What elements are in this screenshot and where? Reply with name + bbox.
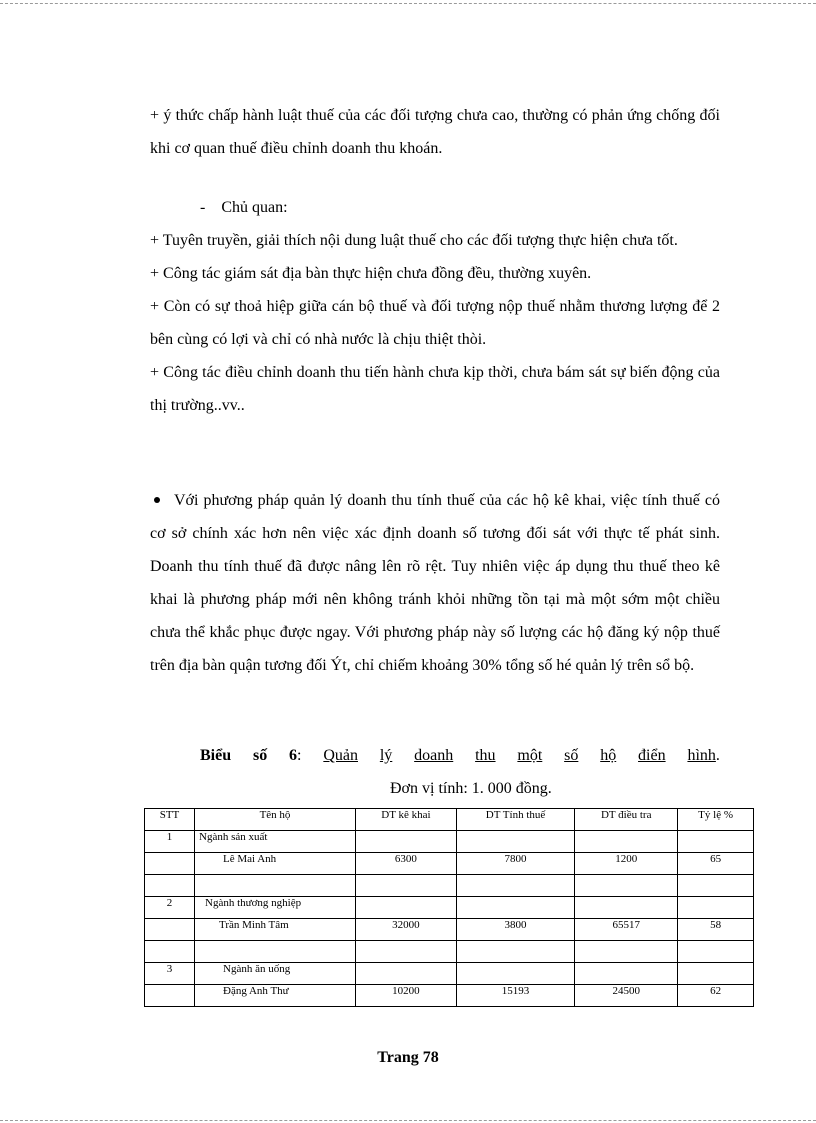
caption-word: hộ <box>600 747 617 764</box>
cell-value: 58 <box>678 919 754 941</box>
table-caption <box>200 744 720 768</box>
cell-value: 65 <box>678 853 754 875</box>
cell-value <box>356 963 457 985</box>
header-dt-dieu-tra: DT điều tra <box>575 809 678 831</box>
cell-stt <box>145 919 195 941</box>
cell-stt: 3 <box>145 963 195 985</box>
table-row <box>145 875 754 897</box>
table-row <box>145 919 754 941</box>
caption-number: 6: <box>289 747 302 764</box>
cell-value: 1200 <box>575 853 678 875</box>
caption-word: Biểu <box>200 747 232 764</box>
header-ty-le: Tỷ lệ % <box>678 809 754 831</box>
intro-paragraph: + ý thức chấp hành luật thuế của các đối tượng chưa cao, thường có phản ứng chống đối khi cơ quan thuế điều chỉnh doanh thu khoán. <box>150 107 720 157</box>
cell-value: 65517 <box>575 919 678 941</box>
cell-stt: 2 <box>145 897 195 919</box>
cell-value: 32000 <box>356 919 457 941</box>
table-header-row <box>145 809 754 831</box>
cell-value <box>575 941 678 963</box>
subjective-reasons-list <box>150 224 720 422</box>
subheading-chu-quan: - Chủ quan: <box>200 199 288 216</box>
cell-value: 3800 <box>456 919 574 941</box>
list-item: + Còn có sự thoả hiệp giữa cán bộ thuế và đối tượng nộp thuế nhằm thương lượng để 2 bên cùng có lợi và chỉ có nhà nước là chịu thiệt thòi. <box>150 298 720 348</box>
cell-stt <box>145 941 195 963</box>
list-item: + Tuyên truyền, giải thích nội dung luật thuế cho các đối tượng thực hiện chưa tốt. <box>150 232 678 249</box>
caption-word: điển <box>638 747 666 764</box>
cell-stt <box>145 853 195 875</box>
cell-value: 15193 <box>456 985 574 1007</box>
bullet-paragraph <box>150 484 720 682</box>
cell-value <box>456 897 574 919</box>
revenue-table <box>144 808 754 1007</box>
cell-value <box>575 831 678 853</box>
cell-name <box>195 941 356 963</box>
caption-word: số <box>564 747 579 764</box>
header-ten-ho: Tên hộ <box>195 809 356 831</box>
cell-value: 10200 <box>356 985 457 1007</box>
caption-word: thu <box>475 747 496 764</box>
caption-last-word: hình. <box>687 747 720 764</box>
cell-value <box>575 875 678 897</box>
cell-value: 24500 <box>575 985 678 1007</box>
page-number: Trang 78 <box>377 1049 439 1066</box>
cell-stt <box>145 985 195 1007</box>
bullet-paragraph-text: Với phương pháp quản lý doanh thu tính thuế của các hộ kê khai, việc tính thuế có cơ sở chính xác hơn nên việc xác định doanh số tương đối sát với thực tế phát sinh. Doanh thu tính thuế đã được nâng lên rõ rệt. Tuy nhiên việc áp dụng thu thuế theo kê khai là phương pháp mới nên không tránh khỏi những tồn tại mà một sớm một chiều chưa thể khắc phục được ngay. Với phương pháp này số lượng các hộ đăng ký nộp thuế trên địa bàn quận tương đối Ýt, chỉ chiếm khoảng 30% tổng số hé quản lý trên sổ bộ. <box>150 492 720 674</box>
cell-name: Ngành thương nghiệp <box>195 897 356 919</box>
cell-stt <box>145 875 195 897</box>
caption-word: số <box>252 747 268 764</box>
header-stt: STT <box>145 809 195 831</box>
cell-value <box>356 941 457 963</box>
cell-name <box>195 875 356 897</box>
page-top-border <box>0 3 816 4</box>
table-unit-caption: Đơn vị tính: 1. 000 đồng. <box>390 780 552 797</box>
caption-word: Quản <box>323 747 358 764</box>
caption-word: lý <box>379 747 393 764</box>
table-row <box>145 941 754 963</box>
cell-value <box>678 963 754 985</box>
table-row <box>145 985 754 1007</box>
cell-value <box>678 831 754 853</box>
cell-value <box>678 941 754 963</box>
cell-value: 62 <box>678 985 754 1007</box>
cell-value <box>356 831 457 853</box>
table-row <box>145 853 754 875</box>
cell-name: Ngành sản xuất <box>195 831 356 853</box>
cell-value <box>456 875 574 897</box>
cell-stt: 1 <box>145 831 195 853</box>
cell-value: 6300 <box>356 853 457 875</box>
cell-value: 7800 <box>456 853 574 875</box>
bullet-icon <box>154 497 160 503</box>
table-row <box>145 963 754 985</box>
page-bottom-border <box>0 1120 816 1121</box>
cell-name: Lê Mai Anh <box>195 853 356 875</box>
table-row <box>145 831 754 853</box>
caption-word: một <box>517 747 543 764</box>
list-item: + Công tác điều chỉnh doanh thu tiến hành chưa kịp thời, chưa bám sát sự biến động của thị trường..vv.. <box>150 364 720 414</box>
cell-value <box>456 941 574 963</box>
cell-name: Ngành ăn uống <box>195 963 356 985</box>
cell-value <box>356 897 457 919</box>
cell-name: Đặng Anh Thư <box>195 985 356 1007</box>
cell-value <box>678 875 754 897</box>
cell-value <box>575 897 678 919</box>
cell-value <box>678 897 754 919</box>
header-dt-tinh-thue: DT Tính thuế <box>456 809 574 831</box>
cell-name: Trần Minh Tâm <box>195 919 356 941</box>
header-dt-ke-khai: DT kê khai <box>356 809 457 831</box>
cell-value <box>456 963 574 985</box>
table-row <box>145 897 754 919</box>
cell-value <box>356 875 457 897</box>
cell-value <box>575 963 678 985</box>
list-item: + Công tác giám sát địa bàn thực hiện chưa đồng đều, thường xuyên. <box>150 265 592 282</box>
cell-value <box>456 831 574 853</box>
caption-word: doanh <box>414 747 454 764</box>
